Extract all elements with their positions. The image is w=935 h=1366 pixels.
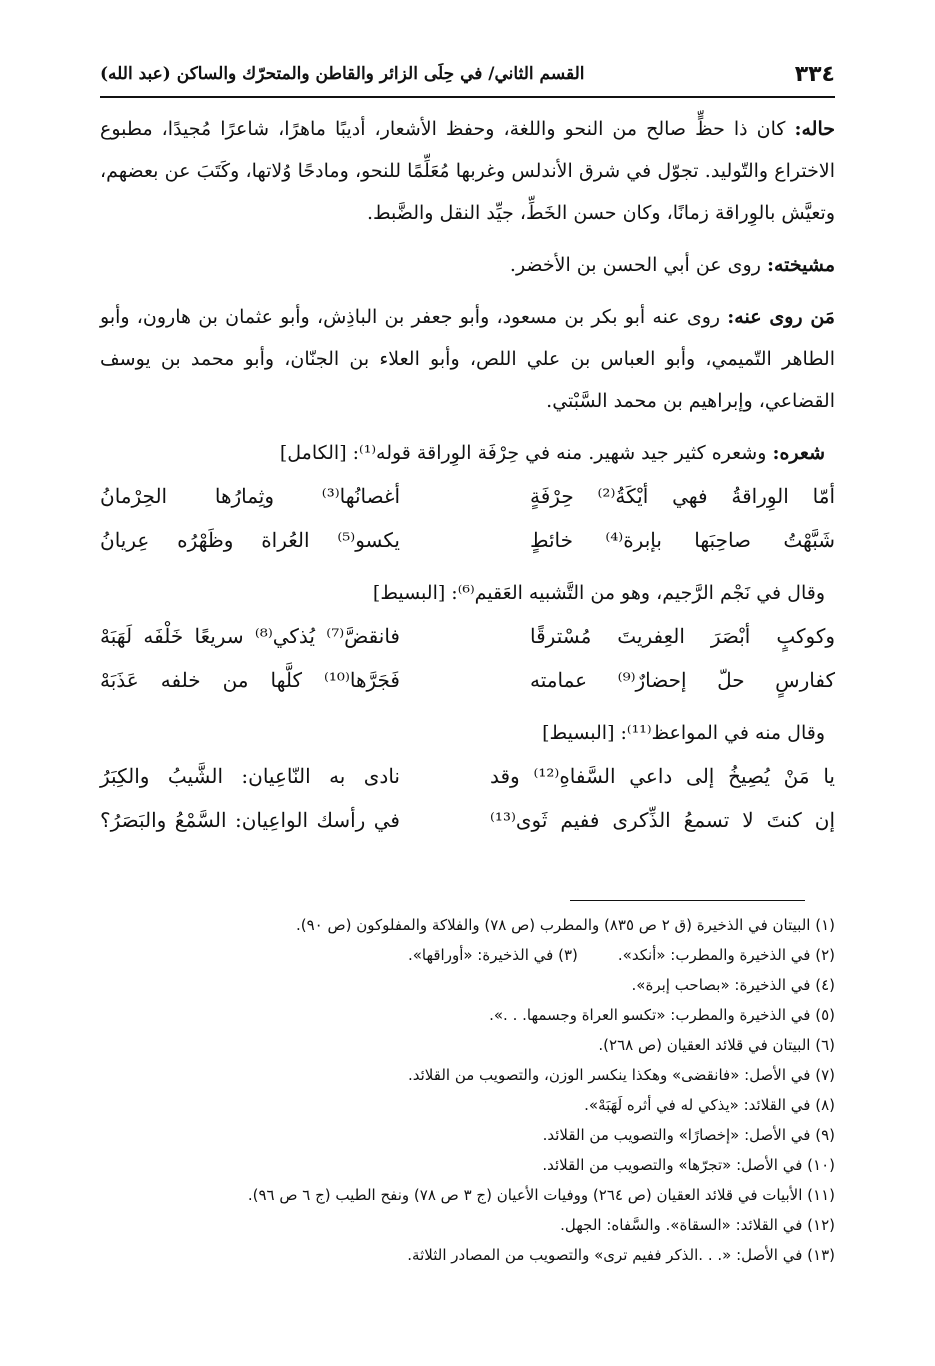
verse-hemistich: إن كنتَ لا تسمعُ الذِّكرى ففيم ثَوى⁽¹³⁾ [490,808,835,832]
verse-hemistich: نادى به النّاعِيان: الشَّيبُ والكِبَرُ [100,764,400,788]
footnote: (١١) الأبيات في قلائد العقيان (ص ٢٦٤) ووفيات الأعيان (ج ٣ ص ٧٨) ونفح الطيب (ج ٦ ص ٩٦). [247,1186,835,1204]
verse-hemistich: شَبَّهْتُ صاحِبَها بإبرة⁽⁴⁾ خائطٍ [530,528,836,552]
footnote-row [100,940,835,970]
footnote: (٨) في القلائد: «يذكي له في أثره لَهَبَهْ». [584,1096,835,1114]
verse-row [100,614,835,658]
paragraph-haluh [100,108,835,234]
verse-row [100,518,835,562]
poem-intro-2: وقال في نَجْم الرَّجيم، وهو من التَّشبيه العَقيم⁽⁶⁾: [البسيط] [372,582,825,604]
verse-row [100,658,835,702]
footnote: (١٢) في القلائد: «السقاة». والسَّفاه: الجهل. [560,1216,835,1234]
running-header [100,56,835,92]
footnote-separator [570,900,805,901]
verse-hemistich: أمّا الوِراقةُ فهي أيْكَةُ⁽²⁾ حِرْفَةٍ [530,484,836,508]
verse-hemistich: في رأسك الواعِيان: السَّمْعُ والبَصَرُ؟ [100,808,400,832]
verse-hemistich: يا مَنْ يُصِيخُ إلى داعي السَّفاهِ⁽¹²⁾ وقد [490,764,835,788]
poem-intro-3: وقال منه في المواعظ⁽¹¹⁾: [البسيط] [542,722,825,744]
footnote: (٥) في الذخيرة والمطرب: «تكسو العراة وجسمها. . .». [489,1006,835,1024]
label-haluh: حاله: [794,118,835,140]
footnote: (١٣) في الأصل: «. . .الذكر ففيم ترى» والتصويب من المصادر الثلاثة. [407,1246,835,1264]
verse-hemistich: يكسو⁽⁵⁾ العُراة وظَهْرُه عِريانُ [100,528,400,552]
text-man-rawa: روى عنه أبو بكر بن مسعود، وأبو جعفر بن الباذِش، وأبو عثمان بن هارون، وأبو الطاهر التّميمي، وأبو العباس بن علي اللص، وأبو العلاء بن الجنّان، وأبو محمد بن يوسف القضاعي، وإبراهيم بن محمد السَّبْتي. [100,306,835,412]
footnote: (١٠) في الأصل: «تجرّها» والتصويب من القلائد. [542,1156,835,1174]
paragraph-mashyakhah [100,244,835,286]
footnote: (٧) في الأصل: «فانقضى» وهكذا ينكسر الوزن، والتصويب من القلائد. [407,1066,835,1084]
verse-hemistich: فانقضَّ⁽⁷⁾ يُذكي⁽⁸⁾ سريعًا خَلْفَه لَهَبَهْ [100,624,400,648]
poem-intro-1-text: وشعره كثير جيد شهير. منه في حِرْفَة الوِراقة قوله⁽¹⁾: [الكامل] [279,442,773,464]
footnote: (٩) في الأصل: «إخصارًا» والتصويب من القلائد. [542,1126,835,1144]
verse-row [100,754,835,798]
footnote: (١) البيتان في الذخيرة (ق ٢ ص ٨٣٥) والمطرب (ص ٧٨) والفلاكة والمفلوكون (ص ٩٠). [296,916,835,934]
verse-hemistich: فَجَرَّها⁽¹⁰⁾ كلَّها من خلفه عَذَبَهْ [100,668,400,692]
verse-row [100,798,835,842]
page-number: ٣٣٤ [794,61,835,87]
running-title: القسم الثاني/ في حِلَى الزائر والقاطن والمتحرّك والساكن (عبد الله) [100,64,585,84]
paragraph-man-rawa [100,296,835,422]
header-rule [100,96,835,98]
footnote: (٤) في الذخيرة: «بصاحب إبرة». [631,976,835,994]
footnote: (٦) البيتان في قلائد العقيان (ص ٢٦٨). [598,1036,835,1054]
text-haluh: كان ذا حظٍّ صالح من النحو واللغة، وحفظ الأشعار، أديبًا ماهرًا، شاعرًا مُجيدًا، مطبوع الاختراع والتّوليد. تجوّل في شرق الأندلس وغربها مُعَلِّمًا للنحو، ومادحًا وُلاتها، وكَتَبَ عن بعضهم، وتعيَّش بالوِراقة زمانًا، وكان حسن الخَطِّ، جيِّد النقل والضَّبط. [100,118,835,224]
label-shiruh: شعره: [772,442,825,464]
verse-hemistich: وكوكبٍ أبْصَرَ العِفريتَ مُسْترقًا [530,624,835,648]
text-mashyakhah: روى عن أبي الحسن بن الأخضر. [509,254,767,276]
verse-hemistich: كفارسٍ حلّ إحضارٌ⁽⁹⁾ عمامته [530,668,835,692]
label-mashyakhah: مشيخته: [766,254,835,276]
footnotes [100,910,835,1270]
verse-hemistich: أغصانُها⁽³⁾ وثِمارُها الحِرْمانُ [100,484,400,508]
label-man-rawa: مَن روى عنه: [727,306,835,328]
main-text [100,108,835,842]
verse-row [100,474,835,518]
footnote: (٣) في الذخيرة: «أوراقها». [407,946,578,964]
footnote: (٢) في الذخيرة والمطرب: «أنكد». [617,946,835,964]
poem-intro-1 [100,432,835,474]
